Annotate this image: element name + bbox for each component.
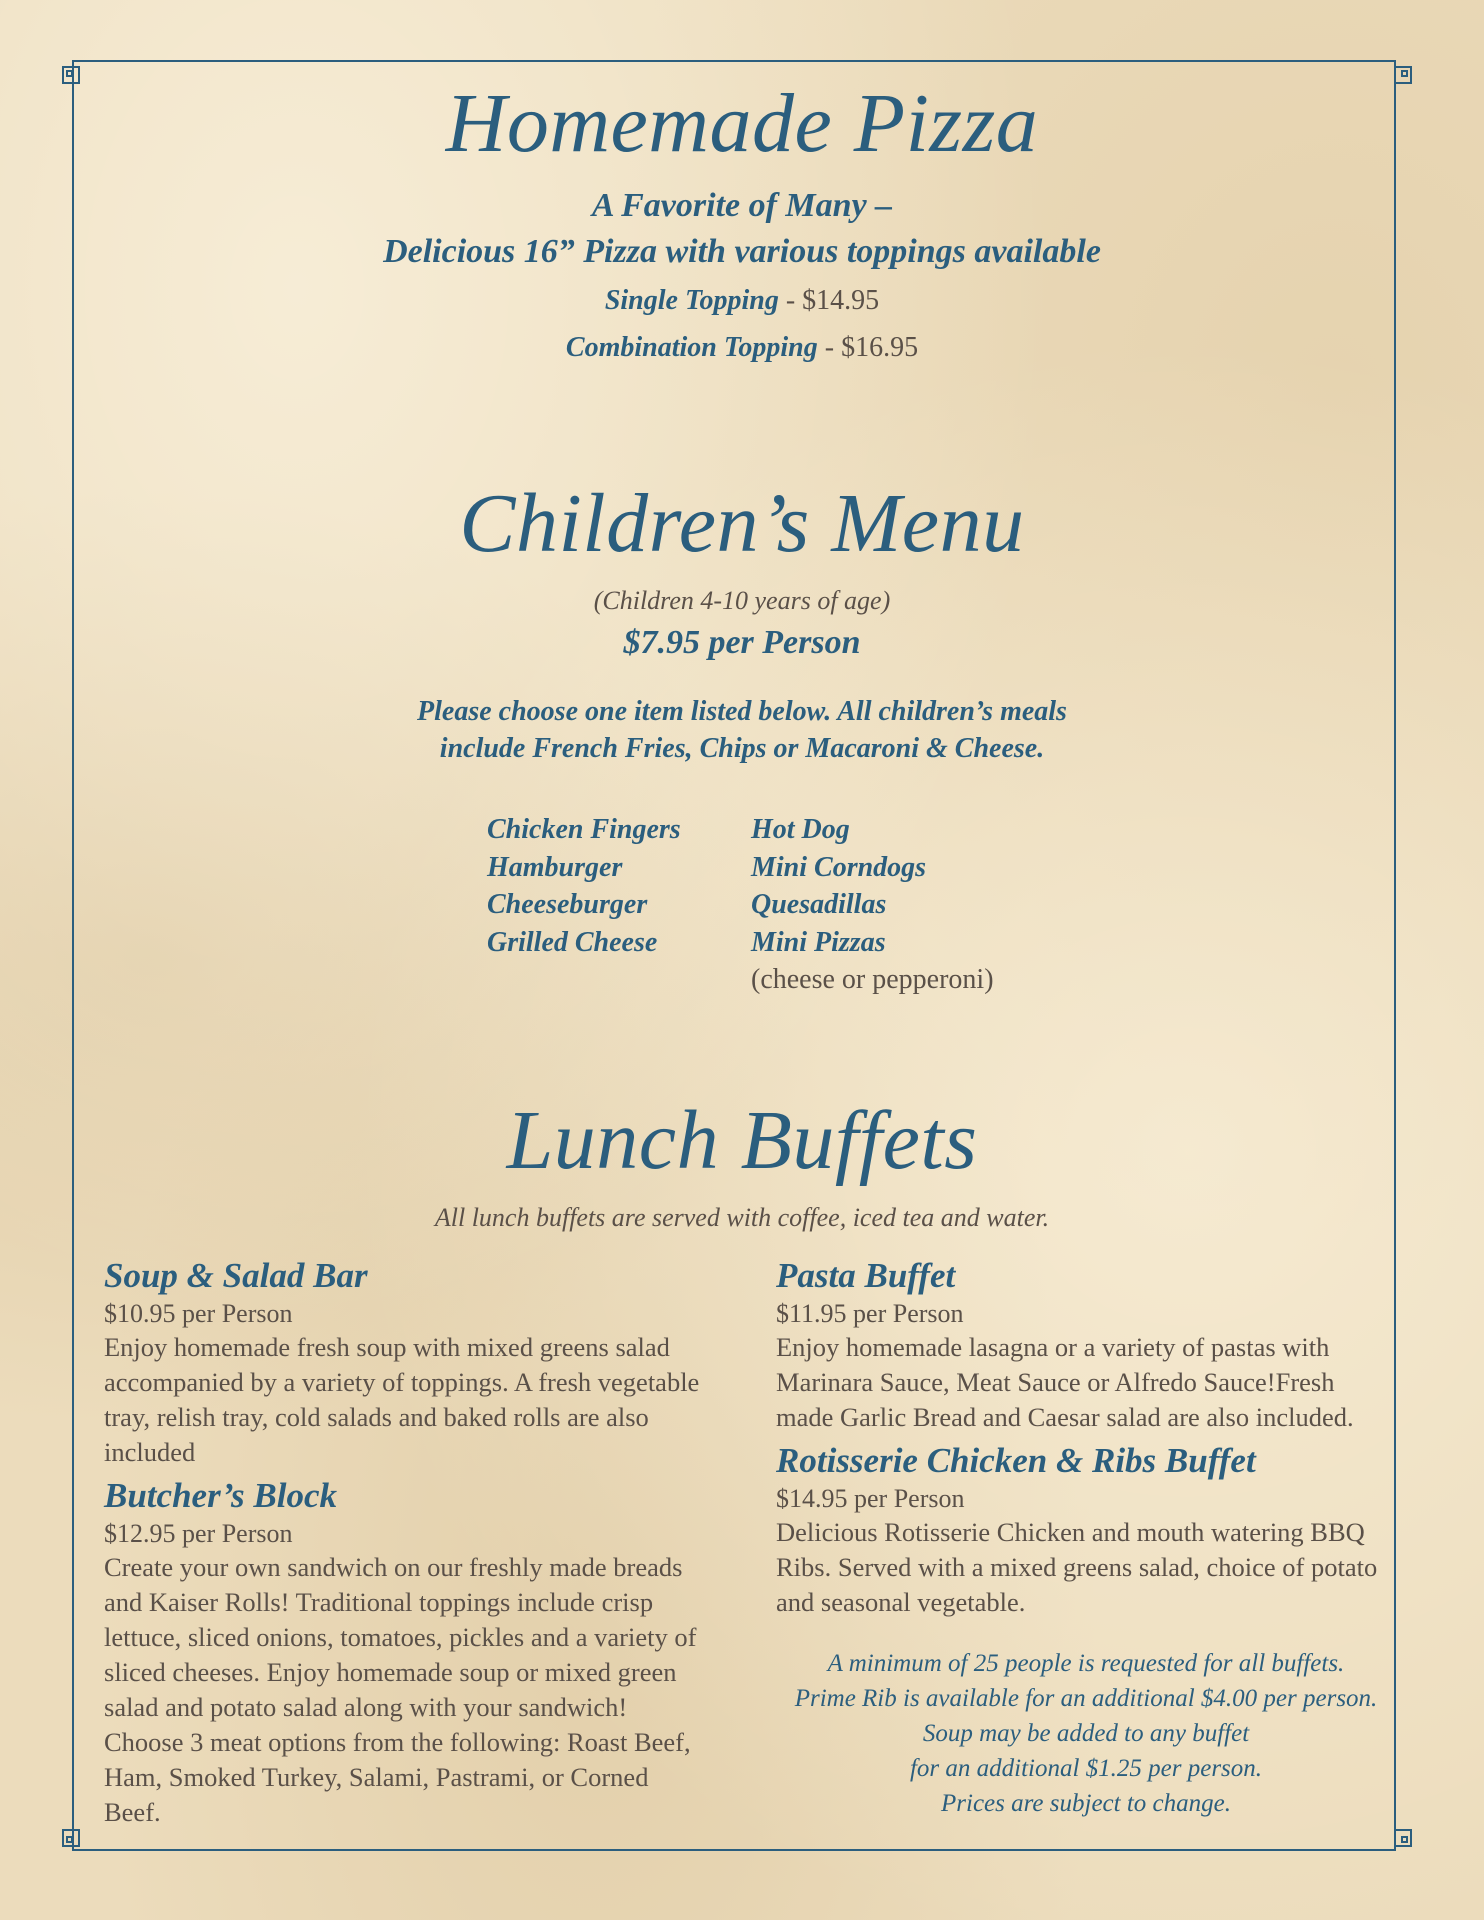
pizza-option-price: - $16.95 xyxy=(824,332,919,363)
footnote-line: A minimum of 25 people is requested for all buffets. xyxy=(827,1650,1345,1677)
pizza-option-single xyxy=(0,284,1484,318)
buffet-footnotes xyxy=(766,1646,1406,1821)
footnote-line: Prices are subject to change. xyxy=(941,1790,1231,1817)
buffet-price: $14.95 per Person xyxy=(776,1484,965,1513)
buffets-left-column xyxy=(104,1254,724,1834)
buffet-name: Soup & Salad Bar xyxy=(104,1256,368,1295)
list-item: Hot Dog xyxy=(751,814,850,845)
list-item: Grilled Cheese xyxy=(487,926,658,958)
list-item: Mini Corndogs xyxy=(751,851,927,883)
pizza-tagline-line-2: Delicious 16” Pizza with various toppings available xyxy=(383,233,1101,270)
buffet-pasta xyxy=(776,1254,1396,1435)
corner-ornament-bottom-right xyxy=(1394,1829,1412,1847)
buffet-price: $10.95 per Person xyxy=(104,1299,293,1328)
list-item: Hamburger xyxy=(487,851,623,883)
buffets-right-column xyxy=(776,1254,1396,1624)
buffet-description: Enjoy homemade fresh soup with mixed greens salad accompanied by a variety of toppings. A fresh vegetable tray, relish tray, cold salads and baked rolls are also included xyxy=(104,1332,700,1467)
buffet-name: Rotisserie Chicken & Ribs Buffet xyxy=(776,1441,1256,1480)
buffet-description: Enjoy homemade lasagna or a variety of pastas with Marinara Sauce, Meat Sauce or Alfredo Sauce!Fresh made Garlic Bread and Caesar salad are also included. xyxy=(776,1332,1354,1432)
lunch-buffets-note: All lunch buffets are served with coffee, iced tea and water. xyxy=(434,1203,1050,1232)
buffet-name: Pasta Buffet xyxy=(776,1256,956,1295)
buffet-price: $12.95 per Person xyxy=(104,1519,293,1548)
buffet-name: Butcher’s Block xyxy=(104,1476,338,1515)
footnote-line: for an additional $1.25 per person. xyxy=(909,1755,1263,1782)
footnote-line: Soup may be added to any buffet xyxy=(922,1720,1250,1747)
pizza-option-combination xyxy=(0,331,1484,365)
childrens-items-right xyxy=(751,811,994,999)
list-item: Chicken Fingers xyxy=(487,814,681,845)
lunch-buffets-title: Lunch Buffets xyxy=(506,1094,978,1187)
childrens-menu-title: Children’s Menu xyxy=(459,477,1025,570)
buffet-rotisserie-chicken-ribs xyxy=(776,1439,1396,1620)
pizza-option-price: - $14.95 xyxy=(785,285,880,316)
pizza-option-label: Combination Topping xyxy=(565,332,818,363)
list-item: Mini Pizzas xyxy=(751,926,886,958)
list-item: Quesadillas xyxy=(751,889,887,920)
buffet-description: Create your own sandwich on our freshly made breads and Kaiser Rolls! Traditional toppings include crisp lettuce, sliced onions, tomatoes, pickles and a variety of sliced cheeses. Enjoy homemade soup or mixed green salad and potato salad along with your sandwich! Choose 3 meat options from the following: Roast Beef, Ham, Smoked Turkey, Salami, Pastrami, or Corned Beef. xyxy=(104,1552,697,1827)
buffet-butchers-block xyxy=(104,1474,724,1830)
corner-ornament-bottom-left xyxy=(62,1829,80,1847)
buffet-soup-salad-bar xyxy=(104,1254,724,1470)
buffet-description: Delicious Rotisserie Chicken and mouth watering BBQ Ribs. Served with a mixed greens salad, choice of potato and seasonal vegetable. xyxy=(776,1517,1378,1617)
pizza-tagline-line-1: A Favorite of Many – xyxy=(591,187,893,224)
buffet-price: $11.95 per Person xyxy=(776,1299,964,1328)
list-item: Cheeseburger xyxy=(487,889,648,920)
childrens-age-note: (Children 4-10 years of age) xyxy=(593,586,891,615)
childrens-price: $7.95 per Person xyxy=(623,624,861,661)
list-item-note: (cheese or pepperoni) xyxy=(751,964,994,995)
childrens-items-left xyxy=(487,811,681,961)
childrens-instructions-line-1: Please choose one item listed below. All children’s meals xyxy=(417,696,1067,727)
pizza-option-label: Single Topping xyxy=(604,285,779,316)
footnote-line: Prime Rib is available for an additional $4.00 per person. xyxy=(794,1685,1378,1712)
childrens-instructions-line-2: include French Fries, Chips or Macaroni & Cheese. xyxy=(439,733,1045,764)
pizza-title: Homemade Pizza xyxy=(445,77,1039,170)
